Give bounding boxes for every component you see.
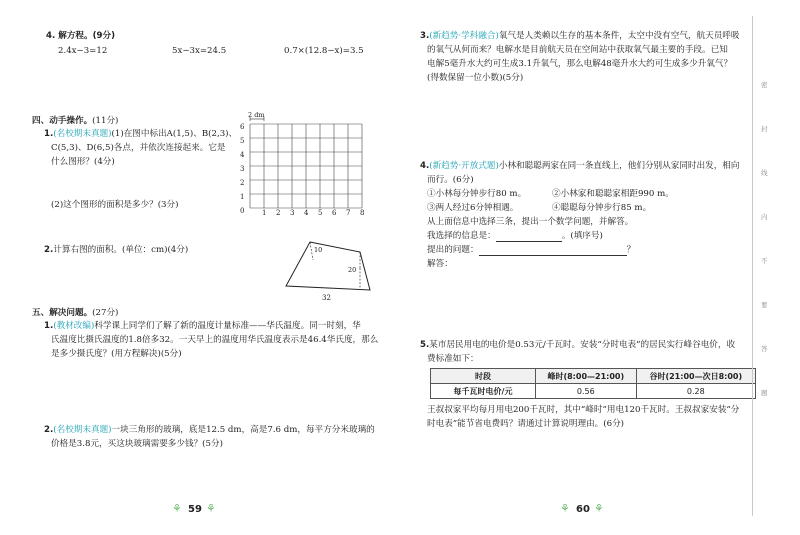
section-5-score: (27分)	[92, 308, 119, 318]
sec5-q1-line1	[44, 320, 361, 332]
table-cell-valley: 0.28	[636, 384, 755, 399]
sec5-q1-text2: 氏温度比摄氏温度的1.8倍多32。一天早上的温度用华氏温度表示是46.4华氏度，那么	[51, 335, 379, 345]
grid-svg	[236, 110, 376, 220]
q4-question-suffix: ？	[626, 245, 636, 255]
binding-char: 封	[761, 125, 768, 133]
question-answer-blank[interactable]	[479, 246, 627, 256]
q4-line1	[420, 160, 739, 172]
table-row	[431, 384, 756, 399]
q5-text3: 王叔叔家平均每月用电200千瓦时，其中“峰时”用电120千瓦时。王叔叔家安装“分	[427, 405, 740, 415]
table-cell-peak: 0.56	[536, 384, 637, 399]
x-tick: 8	[360, 209, 365, 217]
right-page	[400, 0, 800, 535]
y-tick: 0	[240, 207, 245, 215]
figure-label-32: 32	[322, 294, 331, 302]
page-number-59: 59	[188, 504, 202, 515]
binding-char: 答	[761, 345, 768, 353]
binding-char: 密	[761, 81, 768, 89]
leaf-icon: ⚘	[206, 502, 216, 515]
q5-text1: 某市居民用电的电价是0.53元/千瓦时。安装“分时电表”的居民实行峰谷电价，收	[429, 340, 736, 350]
sec4-q1-text3: 什么图形？(4分)	[51, 157, 115, 167]
q3-tag: (新趋势·学科融合)	[429, 31, 499, 41]
q3-line1	[420, 30, 739, 42]
y-tick: 2	[240, 179, 245, 187]
x-tick: 1	[262, 209, 267, 217]
grid-y-ticks	[240, 120, 244, 218]
binding-char: 不	[761, 257, 768, 265]
sec5-q2-line1	[44, 424, 375, 436]
sec5-q2-text1: 一块三角形的玻璃，底是12.5 dm，高是7.6 dm，每平方分米玻璃的	[111, 425, 375, 435]
section-4-score: (11分)	[92, 116, 119, 126]
q4-choose-line	[427, 230, 603, 242]
x-tick: 7	[346, 209, 351, 217]
page-number-right	[560, 500, 610, 520]
binding-line	[752, 16, 753, 516]
sec5-q1-tag: (教材改编)	[53, 321, 95, 331]
sec5-q1-text3: 是多少摄氏度？(用方程解决)(5分)	[51, 349, 182, 359]
q4-text3: 从上面信息中选择三条，提出一个数学问题，并解答。	[427, 217, 634, 227]
q4-solve-title: 4. 解方程。(9分)	[46, 31, 116, 41]
page-number-left	[172, 500, 222, 520]
sec4-q1-tag: (名校期末真题)	[53, 129, 112, 139]
binding-char: 线	[761, 169, 768, 177]
coordinate-grid	[236, 110, 376, 220]
x-tick: 2	[276, 209, 281, 217]
figure-label-20: 20	[348, 266, 357, 274]
table-header-cell: 峰时(8:00—21:00)	[536, 369, 637, 384]
q4-choose-label: 我选择的信息是：	[427, 231, 496, 241]
x-tick: 6	[332, 209, 337, 217]
leaf-icon: ⚘	[594, 502, 604, 515]
electricity-price-table	[430, 368, 756, 399]
grid-x-ticks	[236, 209, 376, 219]
equation-2: 5x−3x=24.5	[172, 46, 227, 56]
binding-char: 题	[761, 389, 768, 397]
table-header-cell: 谷时(21:00—次日8:00)	[636, 369, 755, 384]
q3-text2: 的氧气从何而来？电解水是目前航天员在空间站中获取氧气最主要的手段。已知	[427, 45, 728, 55]
sec4-q1-line1	[44, 128, 237, 140]
table-header-row	[431, 369, 756, 384]
x-tick: 4	[304, 209, 309, 217]
q4-option-1: ①小林每分钟步行80 m。	[427, 189, 527, 199]
q4-text2: 而行。(6分)	[427, 175, 474, 185]
q5-line1	[420, 339, 735, 351]
y-tick: 4	[240, 151, 245, 159]
page-number-60: 60	[576, 504, 590, 515]
y-tick: 3	[240, 165, 245, 173]
y-tick: 1	[240, 193, 245, 201]
sec4-q2	[44, 244, 188, 256]
sec4-q2-text: 计算右图的面积。(单位：cm)(4分)	[53, 245, 189, 255]
sec5-q1-text1: 科学课上同学们了解了新的温度计量标准——华氏温度。同一时刻，华	[94, 321, 361, 331]
q4-number: 4.	[420, 161, 430, 171]
sec4-q1-number: 1.	[44, 129, 54, 139]
q4-tag: (新趋势·开放式题)	[429, 161, 499, 171]
choose-answer-blank[interactable]	[496, 232, 562, 242]
binding-char: 内	[761, 213, 768, 221]
section-5-heading	[32, 307, 118, 319]
q4-option-4: ④聪聪每分钟步行85 m。	[552, 203, 652, 213]
sec5-q2-tag: (名校期末真题)	[53, 425, 112, 435]
q4-option-3: ③两人经过6分钟相遇。	[427, 203, 519, 213]
q3-text1: 氧气是人类赖以生存的基本条件，太空中没有空气，航天员呼吸	[498, 31, 740, 41]
q4-answer-label: 解答：	[427, 259, 453, 269]
section-4-title: 四、动手操作。	[32, 116, 93, 126]
sec5-q2-number: 2.	[44, 425, 54, 435]
binding-char: 要	[761, 301, 768, 309]
sec4-q1-part2: (2)这个图形的面积是多少？(3分)	[51, 200, 179, 210]
x-tick: 3	[290, 209, 295, 217]
q4-question-label: 提出的问题：	[427, 245, 479, 255]
q4-text1: 小林和聪聪两家在同一条直线上，他们分别从家同时出发，相向	[498, 161, 740, 171]
q5-text2: 费标准如下：	[427, 354, 479, 364]
equation-1: 2.4x−3=12	[58, 46, 108, 56]
q3-number: 3.	[420, 31, 430, 41]
sec5-q2-text2: 价格是3.8元，买这块玻璃需要多少钱？(5分)	[51, 439, 223, 449]
sec4-q2-number: 2.	[44, 245, 54, 255]
q3-text3: 电解5毫升水大约可生成3.1升氧气，那么电解48毫升水大约可生成多少升氧气？	[427, 59, 733, 69]
y-tick: 6	[240, 123, 245, 131]
q5-text4: 时电表”能节省电费吗？请通过计算说明理由。(6分)	[427, 419, 625, 429]
sec4-q1-text1: (1)在图中标出A(1,5)、B(2,3)、	[111, 129, 238, 139]
y-tick: 5	[240, 137, 245, 145]
q5-number: 5.	[420, 340, 430, 350]
section-5-title: 五、解决问题。	[32, 308, 93, 318]
equation-3: 0.7×(12.8−x)=3.5	[284, 46, 364, 56]
grid-scale-label: 2 dm	[248, 111, 265, 119]
sec4-q1-text2: C(5,3)、D(6,5)各点，并依次连接起来。它是	[51, 143, 226, 153]
leaf-icon: ⚘	[560, 502, 570, 515]
q3-text4: (得数保留一位小数)(5分)	[427, 73, 524, 83]
section-4-heading	[32, 115, 118, 127]
quadrilateral-figure	[280, 238, 380, 304]
table-row-label: 每千瓦时电价/元	[431, 384, 536, 399]
sec5-q1-number: 1.	[44, 321, 54, 331]
leaf-icon: ⚘	[172, 502, 182, 515]
table-header-cell: 时段	[431, 369, 536, 384]
x-tick: 5	[318, 209, 323, 217]
q4-question-line	[427, 244, 635, 256]
q4-option-2: ②小林家和聪聪家相距990 m。	[552, 189, 674, 199]
q4-choose-suffix: 。(填序号)	[561, 231, 603, 241]
figure-label-10: 10	[314, 246, 323, 254]
